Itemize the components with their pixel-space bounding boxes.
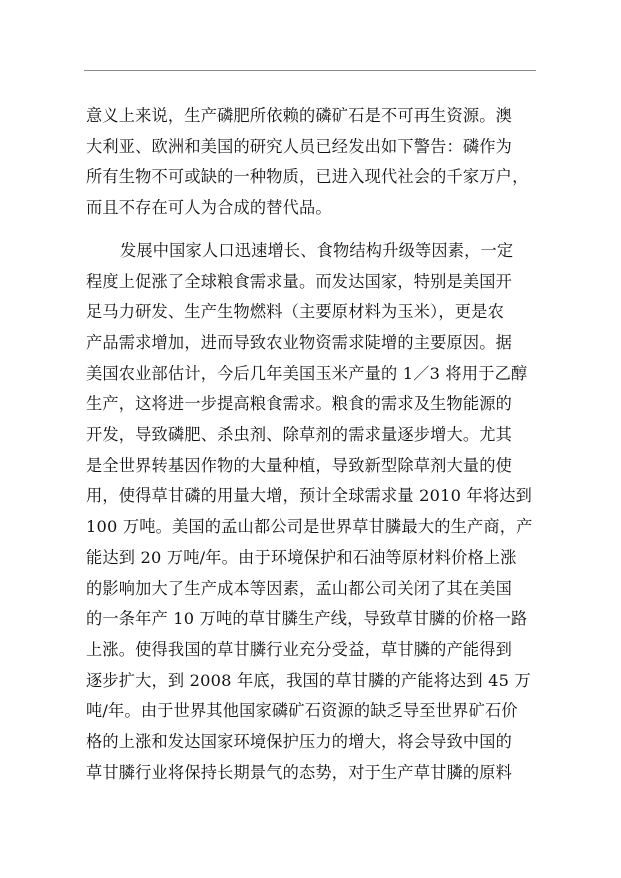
text-line: 发展中国家人口迅速增长、食物结构升级等因素，一定 — [120, 240, 514, 260]
text-line: 大利亚、欧洲和美国的研究人员已经发出如下警告：磷作为 — [86, 136, 513, 156]
text-line: 上涨。使得我国的草甘膦行业充分受益，草甘膦的产能得到 — [86, 639, 513, 659]
document-body — [86, 101, 538, 788]
text-line: 是全世界转基因作物的大量种植，导致新型除草剂大量的使 — [86, 455, 513, 475]
text-line: 而且不存在可人为合成的替代品。 — [86, 198, 332, 218]
text-line: 生产，这将进一步提高粮食需求。粮食的需求及生物能源的 — [86, 394, 513, 414]
text-line: 100 万吨。美国的孟山都公司是世界草甘膦最大的生产商，产 — [86, 517, 533, 537]
text-line: 的一条年产 10 万吨的草甘膦生产线，导致草甘膦的价格一路 — [86, 609, 528, 629]
text-line: 能达到 20 万吨/年。由于环境保护和石油等原材料价格上涨 — [86, 547, 517, 567]
text-line: 足马力研发、生产生物燃料（主要原材料为玉米），更是农 — [86, 302, 504, 322]
text-line: 开发，导致磷肥、杀虫剂、除草剂的需求量逐步增大。尤其 — [86, 425, 513, 445]
text-line: 所有生物不可或缺的一种物质，已进入现代社会的千家万户， — [86, 167, 529, 187]
paragraph-2 — [86, 236, 538, 789]
text-line: 吨/年。由于世界其他国家磷矿石资源的缺乏导至世界矿石价 — [86, 701, 518, 721]
text-line: 用，使得草甘磷的用量大增，预计全球需求量 2010 年将达到 — [86, 486, 532, 506]
paragraph-spacer — [86, 224, 538, 236]
text-line: 意义上来说，生产磷肥所依赖的磷矿石是不可再生资源。澳 — [86, 106, 513, 125]
text-line: 美国农业部估计，今后几年美国玉米产量的 1／3 将用于乙醇 — [86, 363, 528, 383]
text-line: 逐步扩大，到 2008 年底，我国的草甘膦的产能将达到 45 万 — [86, 670, 531, 690]
text-line: 的影响加大了生产成本等因素，孟山都公司关闭了其在美国 — [86, 578, 513, 598]
header-rule — [84, 70, 536, 71]
paragraph-1 — [86, 101, 538, 224]
text-line: 格的上涨和发达国家环境保护压力的增大，将会导致中国的 — [86, 732, 513, 752]
text-line: 产品需求增加，进而导致农业物资需求陡增的主要原因。据 — [86, 332, 513, 352]
text-line: 程度上促涨了全球粮食需求量。而发达国家，特别是美国开 — [86, 271, 513, 291]
text-line: 草甘膦行业将保持长期景气的态势，对于生产草甘膦的原料 — [86, 762, 513, 782]
